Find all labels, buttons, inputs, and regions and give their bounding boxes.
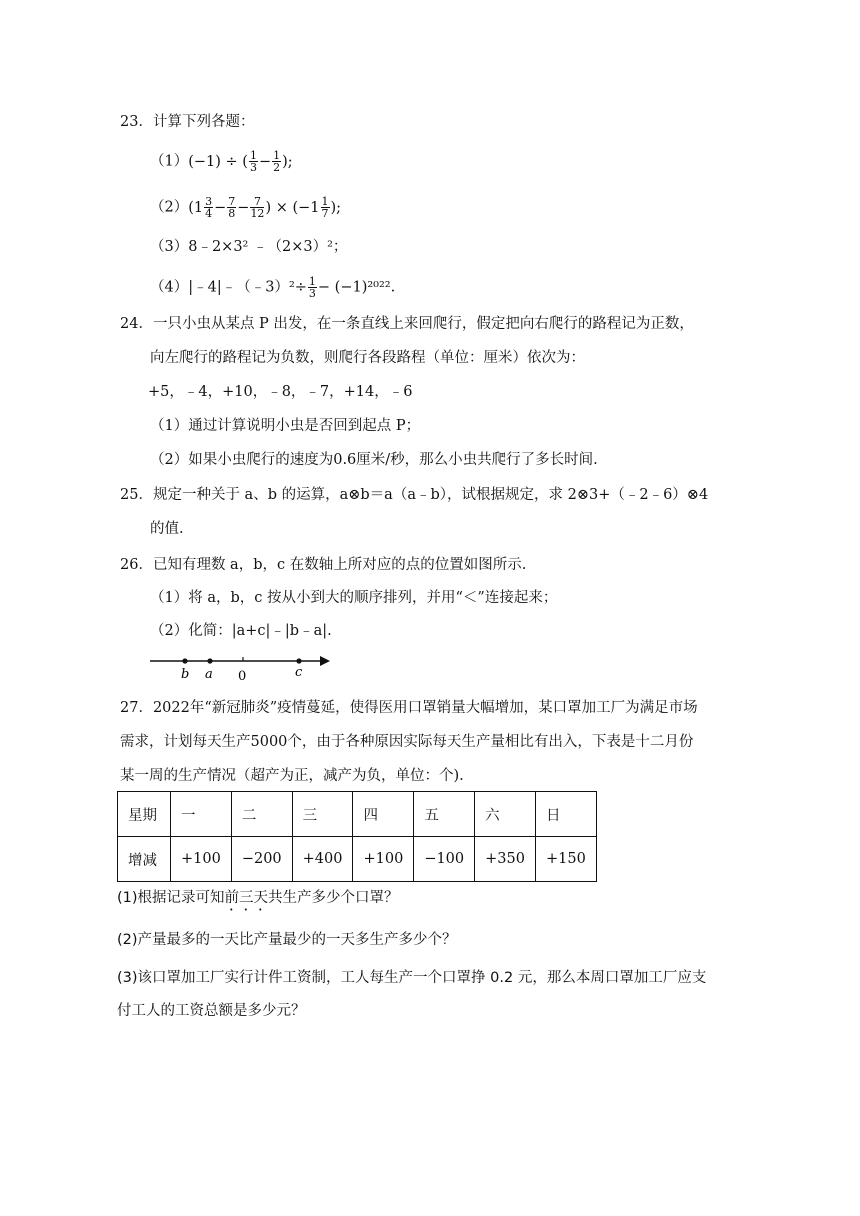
number-line-arrow — [320, 656, 330, 666]
table-day-cell: 二 — [231, 792, 292, 837]
table-day-cell: 日 — [535, 792, 596, 837]
table-value-cell: +100 — [171, 837, 232, 882]
q24-sub1: （1）通过计算说明小虫是否回到起点 P； — [150, 418, 421, 434]
q27-line3: 某一周的生产情况（超产为正，减产为负，单位：个). — [120, 768, 464, 784]
table-value-cell: −100 — [414, 837, 475, 882]
table-row-header — [118, 792, 597, 837]
q23-part2-expression: (1 $\frac{3}{4}$ − $\frac{7}{8}$ − $\frac{7}{12}$ ) × (−1 $\frac{1}{7}$ ); — [188, 195, 342, 220]
point-b — [182, 658, 187, 663]
q23-part3: （3）8﹣2×3² ﹣（2×3）²； — [150, 239, 348, 255]
table-day-cell: 五 — [414, 792, 475, 837]
table-day-cell: 三 — [292, 792, 353, 837]
table-header-label: 星期 — [118, 792, 171, 837]
q26-sub2: （2）化简：|a+c|﹣|b﹣a|. — [150, 623, 332, 639]
q26-sub1: （1）将 a，b，c 按从小到大的顺序排列，并用“＜”连接起来； — [150, 590, 558, 606]
q27-sub1 — [117, 888, 399, 914]
q27-sub3-line2: 付工人的工资总额是多少元？ — [117, 1003, 306, 1019]
q23-part4-prefix: |﹣4|﹣（﹣3）²÷ — [188, 279, 307, 296]
q25-line1: 25．规定一种关于 a、b 的运算，a⊗b＝a（a﹣b），试根据规定，求 2⊗3+（﹣2﹣6）⊗4 — [120, 487, 709, 503]
q23-part4-suffix: − (−1)²⁰²². — [317, 279, 396, 296]
q27-sub3-line1: (3)该口罩加工厂实行计件工资制，工人每生产一个口罩挣 0.2 元，那么本周口罩加工厂应支 — [117, 970, 707, 986]
table-value-cell: +100 — [353, 837, 414, 882]
label-b: b — [181, 667, 190, 682]
label-c: c — [295, 665, 303, 680]
q23-part4-label: （4） — [150, 279, 189, 296]
q23-part1 — [150, 150, 293, 173]
q27-line1: 27．2022年“新冠肺炎”疫情蔓延，使得医用口罩销量大幅增加，某口罩加工厂为满足市场 — [120, 700, 698, 716]
table-day-cell: 一 — [171, 792, 232, 837]
q26-title: 26．已知有理数 a，b，c 在数轴上所对应的点的位置如图所示. — [120, 557, 527, 573]
point-a — [207, 658, 212, 663]
table-row-values — [118, 837, 597, 882]
q23-part2-label: （2） — [150, 199, 189, 216]
table-value-cell: +350 — [475, 837, 536, 882]
q23-part4: （4）|﹣4|﹣（﹣3）²÷ $\frac{1}{3}$ − (−1)²⁰²². — [150, 275, 396, 300]
point-c — [296, 658, 301, 663]
table-value-cell: +400 — [292, 837, 353, 882]
q24-line2: 向左爬行的路程记为负数，则爬行各段路程（单位：厘米）依次为： — [150, 350, 585, 366]
q27-line2: 需求，计划每天生产5000个，由于各种原因实际每天生产量相比有出入，下表是十二月份 — [120, 734, 694, 750]
q24-values: +5，﹣4，+10，﹣8，﹣7，+14，﹣6 — [148, 384, 413, 400]
label-a: a — [205, 667, 213, 682]
q23-title: 23．计算下列各题： — [120, 114, 255, 130]
q23-part1-expression: (−1) ÷ ( $\frac{1}{3}$ − $\frac{1}{2}$ ); — [188, 149, 293, 174]
q24-sub2: （2）如果小虫爬行的速度为0.6厘米/秒，那么小虫共爬行了多长时间. — [150, 452, 598, 468]
q27-sub2: (2)产量最多的一天比产量最少的一天多生产多少个？ — [117, 932, 457, 948]
q27-sub1-pre: (1)根据记录可知 — [117, 890, 225, 906]
table-row-label: 增减 — [118, 837, 171, 882]
label-zero: 0 — [238, 669, 247, 682]
q23-part1-label: （1） — [150, 153, 189, 170]
q24-title: 24．一只小虫从某点 P 出发，在一条直线上来回爬行，假定把向右爬行的路程记为正数， — [120, 316, 694, 332]
q27-sub1-emphasis: 前三天 — [224, 890, 269, 906]
table-value-cell: −200 — [231, 837, 292, 882]
q23-part2 — [150, 196, 341, 219]
table-value-cell: +150 — [535, 837, 596, 882]
table-day-cell: 四 — [353, 792, 414, 837]
number-line-figure — [148, 650, 338, 682]
production-table — [117, 791, 597, 882]
q25-line2: 的值. — [150, 521, 184, 537]
table-day-cell: 六 — [475, 792, 536, 837]
q27-sub1-post: 共生产多少个口罩？ — [268, 890, 399, 906]
